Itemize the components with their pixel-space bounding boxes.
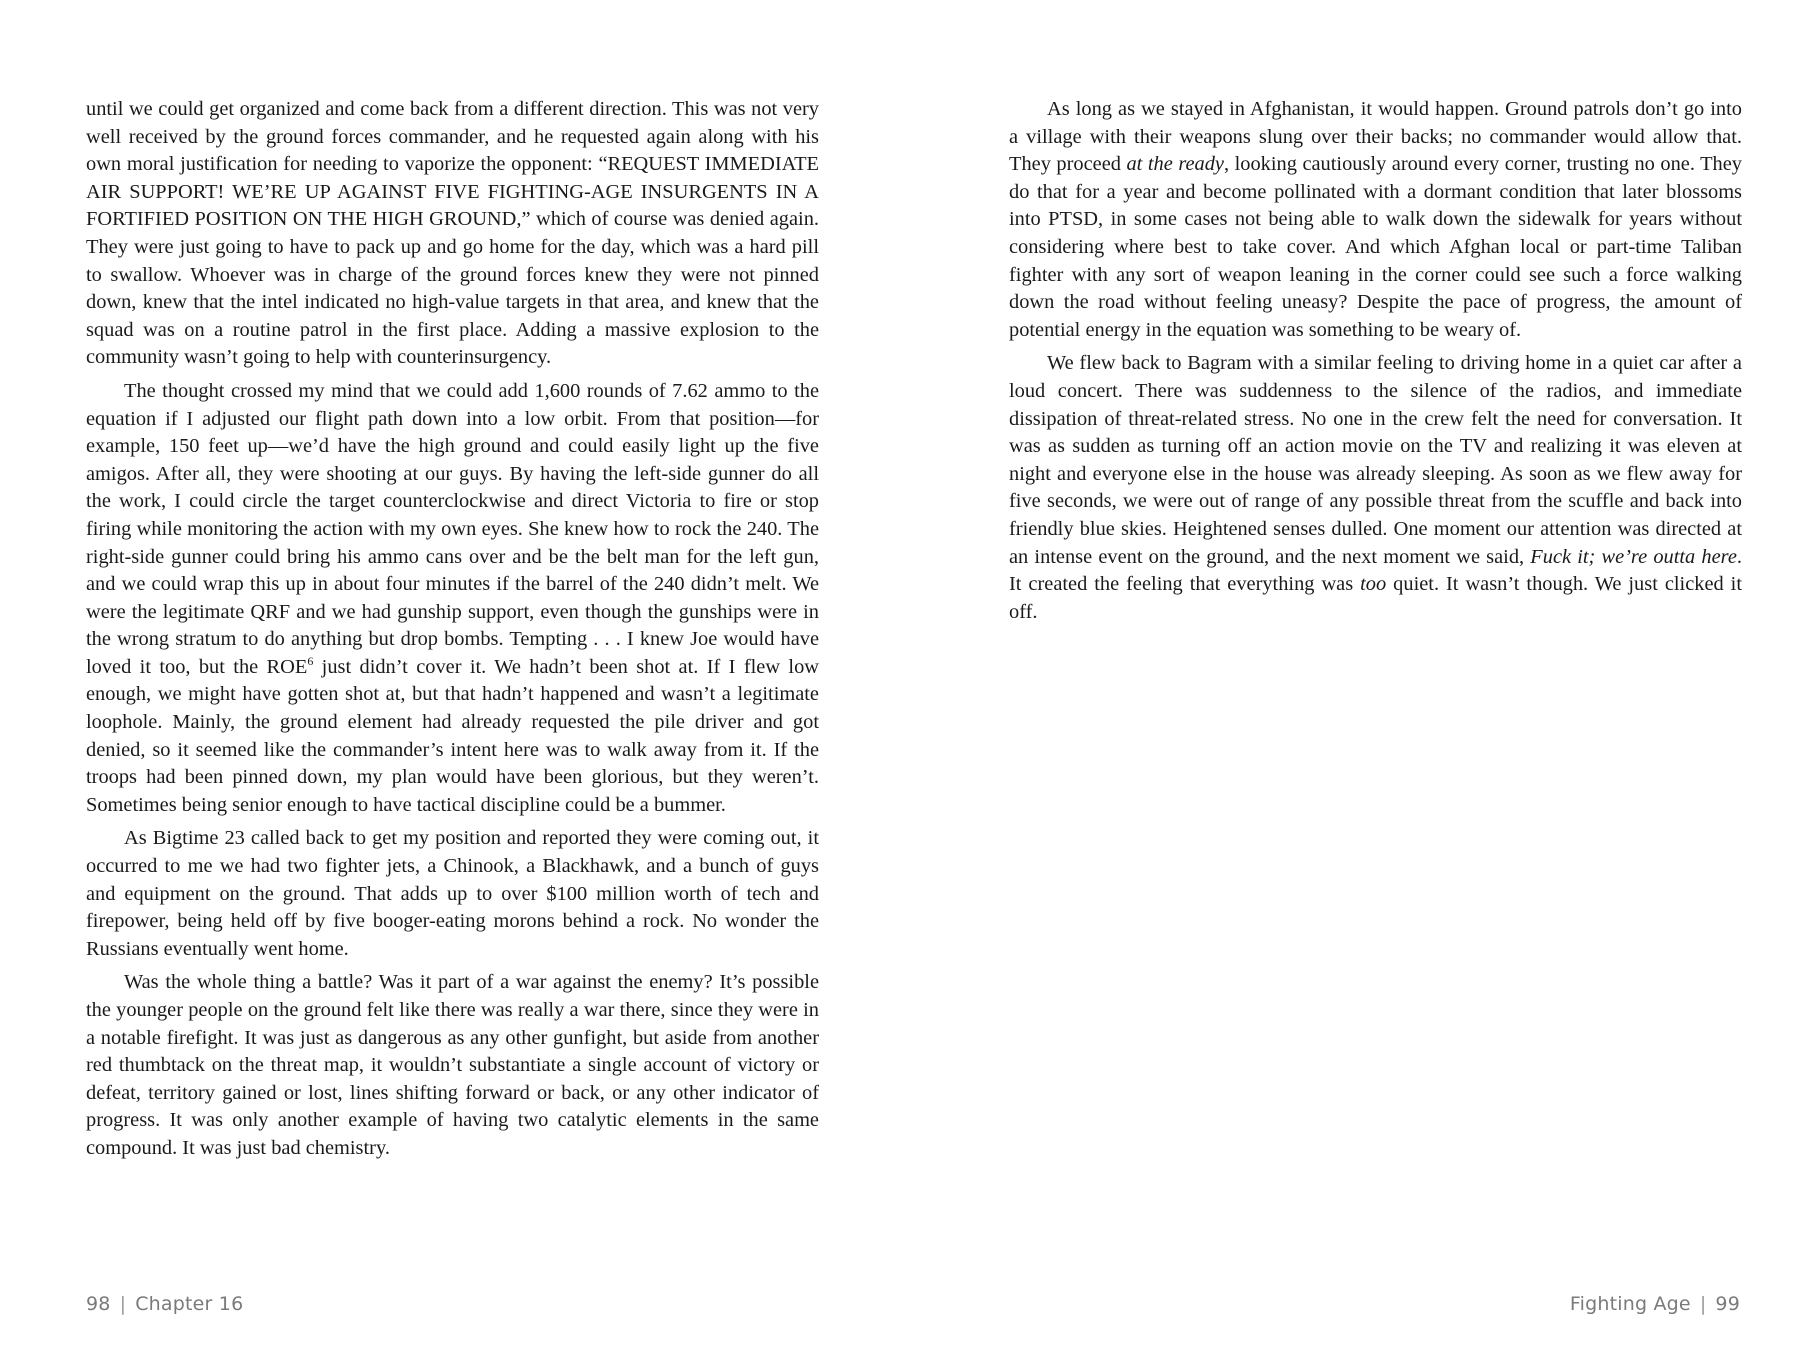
paragraph-text: We flew back to Bagram with a similar feeling to driving home in a quiet car after a loud concert. There was suddenness to the silence of the radios, and immediate dissipation of threat-related stress. No one in the crew felt the need for conversation. It was as sudden as turning off an action movie on the TV and realizing it was eleven at night and everyone else in the house was already sleeping. As soon as we flew away for five seconds, we were out of range of any possible threat from the scuffle and back into friendly blue skies. Heightened senses dulled. One moment our attention was directed at an intense event on the ground, and the next moment we said, [1009, 352, 1742, 568]
footer-left [86, 1293, 243, 1315]
paragraph: As Bigtime 23 called back to get my position and reported they were coming out, it occurred to me we had two fighter jets, a Chinook, a Blackhawk, and a bunch of guys and equipment on the ground. That adds up to over $100 million worth of tech and firepower, being held off by five booger-eating morons behind a rock. No wonder the Russians eventually went home. [86, 827, 819, 960]
paragraph-text: quiet. It wasn’t though. We just clicked it off. [1009, 573, 1743, 623]
footnote-marker[interactable]: 6 [307, 654, 314, 669]
italic-phrase: Fuck it; we’re outta here [1530, 545, 1737, 568]
running-head: Fighting Age [1569, 1293, 1691, 1315]
paragraph-text: As long as we stayed in Afghanistan, it would happen. Ground patrols don’t go into a village with their weapons slung over their backs; no commander would allow that. They proceed [1009, 98, 1742, 176]
page-number: 99 [1715, 1293, 1740, 1315]
paragraph-text: . It created the feeling that everything was [1009, 545, 1742, 596]
running-head: Chapter 16 [135, 1293, 244, 1315]
italic-phrase: too [1360, 573, 1387, 596]
paragraph [1009, 96, 1742, 344]
paragraph-text: just didn’t cover it. We hadn’t been shot at. If I flew low enough, we might have gotten shot at, but that hadn’t happened and wasn’t a legitimate loophole. Mainly, the ground element had already requested the pile driver and got denied, so it seemed like the commander’s intent here was to walk away from it. If the troops had been pinned down, my plan would have been glorious, but they weren’t. Sometimes being senior enough to have tactical discipline could be a bummer. [86, 655, 819, 816]
footer-separator: | [119, 1293, 127, 1315]
paragraph [1009, 350, 1742, 626]
footer-separator: | [1699, 1293, 1707, 1315]
page-number: 98 [86, 1293, 111, 1315]
right-page [1009, 96, 1742, 632]
paragraph [86, 378, 819, 820]
left-page [86, 96, 819, 1169]
paragraph-text: , looking cautiously around every corner, trusting no one. They do that for a year and become pollinated with a dormant condition that later blossoms into PTSD, in some cases not being able to walk down the sidewalk for years without considering where best to take cover. And which Afghan local or part-time Taliban fighter with any sort of weapon leaning in the corner could see such a force walking down the road without feeling uneasy? Despite the pace of progress, the amount of potential energy in the equation was something to be weary of. [1009, 153, 1742, 341]
paragraph: Was the whole thing a battle? Was it part of a war against the enemy? It’s possible the younger people on the ground felt like there was really a war there, since they were in a notable firefight. It was just as dangerous as any other gunfight, but aside from another red thumbtack on the threat map, it wouldn’t substantiate a single account of victory or defeat, territory gained or lost, lines shifting forward or back, or any other indicator of progress. It was only another example of having two catalytic elements in the same compound. It was just bad chemistry. [86, 971, 819, 1159]
italic-phrase: at the ready [1126, 153, 1224, 176]
footer-right [1570, 1293, 1740, 1315]
paragraph: until we could get organized and come back from a different direction. This was not very well received by the ground forces commander, and he requested again along with his own moral justification for needing to vaporize the opponent: “REQUEST IMMEDIATE AIR SUPPORT! WE’RE UP AGAINST FIVE FIGHTING-AGE INSURGENTS IN A FORTIFIED POSITION ON THE HIGH GROUND,” which of course was denied again. They were just going to have to pack up and go home for the day, which was a hard pill to swallow. Whoever was in charge of the ground forces knew they were not pinned down, knew that the intel indicated no high-value targets in that area, and knew that the squad was on a routine patrol in the first place. Adding a massive explosion to the community wasn’t going to help with counterinsurgency. [86, 98, 819, 369]
paragraph-text: The thought crossed my mind that we could add 1,600 rounds of 7.62 ammo to the equation if I adjusted our flight path down into a low orbit. From that position—for example, 150 feet up—we’d have the high ground and could easily light up the five amigos. After all, they were shooting at our guys. By having the left-side gunner do all the work, I could circle the target counterclockwise and direct Victoria to fire or stop firing while monitoring the action with my own eyes. She knew how to rock the 240. The right-side gunner could bring his ammo cans over and be the belt man for the left gun, and we could wrap this up in about four minutes if the barrel of the 240 didn’t melt. We were the legitimate QRF and we had gunship support, even though the gunships were in the wrong stratum to do anything but drop bombs. Tempting . . . I knew Joe would have loved it too, but the ROE [86, 379, 819, 678]
